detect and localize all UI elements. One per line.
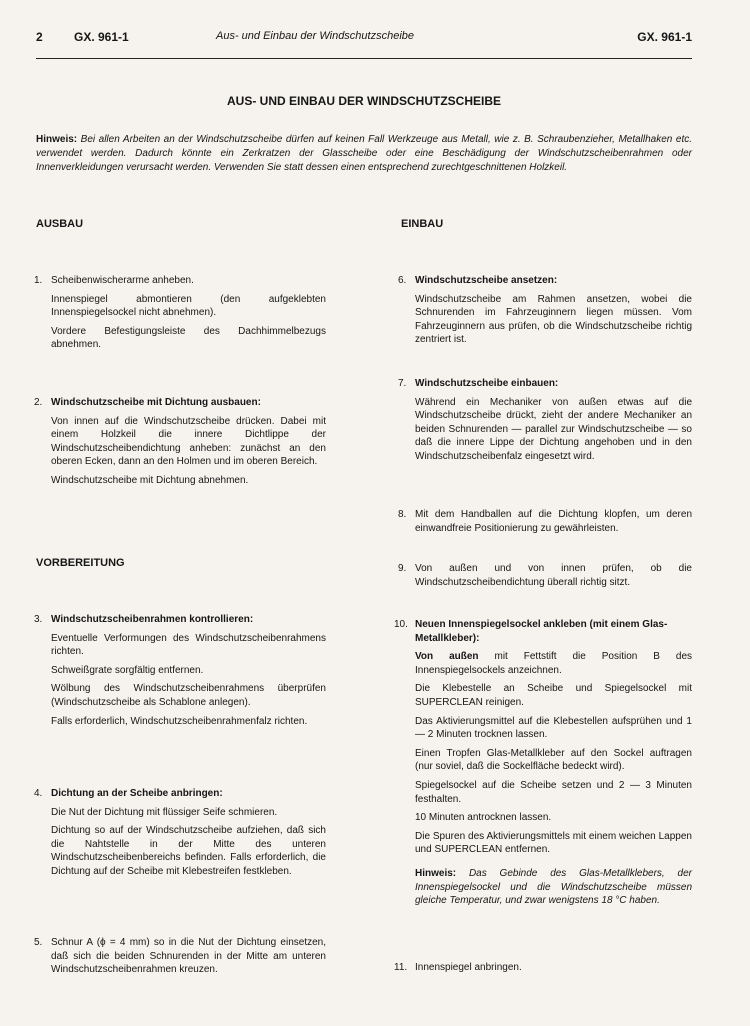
header-rule [36, 58, 692, 59]
step-heading: Windschutzscheibenrahmen kontrollieren: [51, 614, 254, 625]
step-text: Innenspiegel anbringen. [415, 962, 522, 973]
step-6 [398, 274, 692, 347]
step-text: Von außen und von innen prüfen, ob die Windschutzscheibendichtung überall richtig sitzt. [415, 563, 692, 588]
step-text: Die Nut der Dichtung mit flüssiger Seife schmieren. [51, 806, 278, 818]
note-text: Das Gebinde des Glas-Metallklebers, der Innenspiegelsockel und die Windschutzscheibe müssen gleiche Temperatur, und zwar wenigstens 18 °C haben. [415, 867, 692, 907]
step-10 [394, 618, 692, 908]
step-number: 2. [34, 397, 43, 408]
step-number: 9. [398, 563, 407, 574]
step-number: 6. [398, 275, 407, 286]
note-text: Bei allen Arbeiten an der Windschutzscheibe dürfen auf keinen Fall Werkzeuge aus Metall, wie z. B. Schraubenzieher, Metallhaken etc. verwendet werden. Dadurch könnte ein Zerkratzen der Glasscheibe oder eine Beschädigung der Windschutzscheibenrahmen oder Innenverkleidungen verursacht werden. Verwenden Sie statt dessen einen entsprechend zurechtgeschnittenen Holzkeil. [36, 134, 692, 173]
step-4 [34, 787, 326, 879]
step-heading: Windschutzscheibe mit Dichtung ausbauen: [51, 397, 261, 408]
step-11 [394, 961, 692, 975]
step-text: Wölbung des Windschutzscheibenrahmens überprüfen (Windschutzscheibe als Schablone anlegen). [51, 683, 326, 708]
section-einbau: EINBAU [401, 218, 444, 230]
step-text: Windschutzscheibe am Rahmen ansetzen, wobei die Schnurenden im Fahrzeuginnern liegen müssen. Vom Fahrzeuginnern aus prüfen, ob die Windschutzscheibe richtig zentriert ist. [415, 293, 692, 346]
step-number: 10. [394, 619, 408, 630]
step-text-rest: mit Fettstift die Position B des Innenspiegelsockels anzeichnen. [415, 651, 693, 676]
step-text: Schweißgrate sorgfältig entfernen. [51, 664, 204, 676]
step-heading: Neuen Innenspiegelsockel ankleben (mit einem Glas-Metallkleber): [415, 619, 668, 644]
doc-title: Aus- und Einbau der Windschutzscheibe [216, 30, 415, 42]
step-7 [398, 377, 692, 464]
page-title: AUS- UND EINBAU DER WINDSCHUTZSCHEIBE [226, 94, 501, 108]
step-9 [398, 562, 692, 589]
step-3 [34, 613, 326, 728]
step-number: 5. [34, 937, 43, 948]
step-text: Das Aktivierungsmittel auf die Klebestellen aufsprühen und 1 — 2 Minuten trocknen lassen. [415, 715, 692, 741]
step-text: Mit dem Handballen auf die Dichtung klopfen, um deren einwandfreie Positionierung zu gewährleisten. [415, 509, 692, 534]
step-note [415, 867, 692, 908]
step-number: 1. [34, 275, 43, 286]
step-text: Falls erforderlich, Windschutzscheibenrahmenfalz richten. [51, 715, 308, 727]
step-text: Spiegelsockel auf die Scheibe setzen und 2 — 3 Minuten festhalten. [415, 779, 692, 805]
step-number: 4. [34, 788, 43, 799]
page-number: 2 [36, 30, 43, 44]
step-text: Einen Tropfen Glas-Metallkleber auf den Sockel auftragen (nur soviel, daß die Sockelfläche bedeckt wird). [415, 747, 692, 773]
step-8 [398, 508, 692, 535]
step-number: 7. [398, 378, 407, 389]
step-number: 8. [398, 509, 407, 520]
step-heading: Windschutzscheibe einbauen: [415, 378, 559, 389]
step-text: Die Spuren des Aktivierungsmittels mit einem weichen Lappen und SUPERCLEAN entfernen. [415, 830, 692, 856]
note-label: Hinweis: [415, 867, 457, 879]
step-number: 11. [394, 962, 408, 973]
step-text [415, 650, 692, 677]
step-text: Innenspiegel abmontieren (den aufgeklebten Innenspiegelsockel nicht abnehmen). [51, 293, 326, 319]
step-text: Scheibenwischerarme anheben. [51, 275, 194, 286]
step-text: Eventuelle Verformungen des Windschutzscheibenrahmens richten. [51, 632, 326, 658]
step-text: 10 Minuten antrocknen lassen. [415, 812, 552, 824]
step-text: Von innen auf die Windschutzscheibe drücken. Dabei mit einem Holzkeil die innere Dichtlippe der Windschutzscheibendichtung anheben: zunächst an den oberen Ecken, dann an den Holmen und im oberen Bereich. [51, 415, 326, 468]
step-heading: Windschutzscheibe ansetzen: [415, 275, 558, 286]
step-text-emphasis: Von außen [415, 651, 479, 663]
step-text: Windschutzscheibe mit Dichtung abnehmen. [51, 474, 249, 486]
step-text: Während ein Mechaniker von außen etwas auf die Windschutzscheibe drückt, zieht der andere Mechaniker an beiden Schnurenden — parallel zur Windschutzscheibe — so daß die innere Lippe der Dichtung angehoben und in den Windschutzscheibenfalz eingesetzt wird. [415, 396, 692, 462]
step-text: Schnur A (ϕ = 4 mm) so in die Nut der Dichtung einsetzen, daß sich die beiden Schnurenden in der Mitte am unteren Windschutzscheibenrahmen kreuzen. [51, 937, 326, 976]
step-text: Dichtung so auf der Windschutzscheibe aufziehen, daß sich die Nahtstelle in der Mitte des unteren Windschutzscheibenbereichs befinden. Falls erforderlich, die Dichtung auf der Scheibe mit Klebestreifen festkleben. [51, 825, 326, 877]
doc-code: GX. 961-1 [74, 30, 129, 44]
step-text: Vordere Befestigungsleiste des Dachhimmelbezugs abnehmen. [51, 325, 326, 351]
step-1 [34, 274, 326, 352]
step-number: 3. [34, 614, 43, 625]
note-label: Hinweis: [36, 134, 78, 145]
intro-note [36, 133, 692, 175]
section-ausbau: AUSBAU [36, 218, 84, 230]
page-header [36, 30, 692, 48]
section-vorbereitung: VORBEREITUNG [36, 557, 125, 569]
step-text: Die Klebestelle an Scheibe und Spiegelsockel mit SUPERCLEAN reinigen. [415, 683, 692, 708]
step-2 [34, 396, 326, 488]
doc-code-right: GX. 961-1 [637, 30, 692, 44]
step-5 [34, 936, 326, 977]
step-heading: Dichtung an der Scheibe anbringen: [51, 788, 223, 799]
